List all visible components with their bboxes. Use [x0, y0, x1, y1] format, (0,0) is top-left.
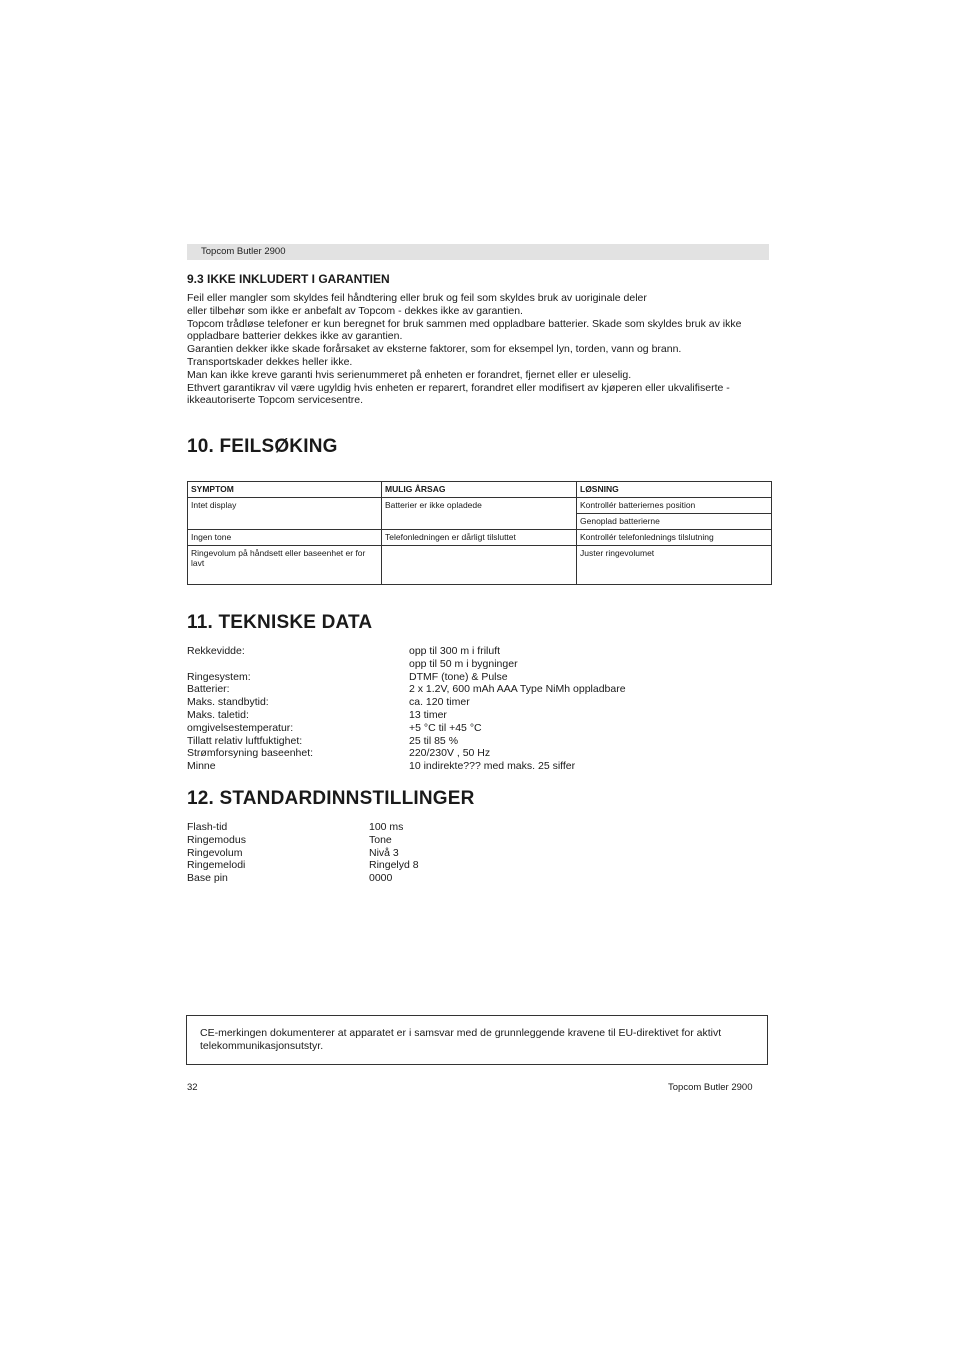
item-label: Rekkevidde:: [187, 645, 245, 657]
solution-cell: Kontrollér telefonlednings tilslutning: [577, 530, 772, 546]
ce-notice-text: CE-merkingen dokumenterer at apparatet er i samsvar med de grunnleggende kravene til EU-direktivet for aktivt telekommunikasjonsutstyr.: [200, 1027, 722, 1052]
item-value: opp til 300 m i friluft: [409, 645, 501, 657]
warranty-text: [187, 292, 777, 407]
warranty-line: oppladbare batterier dekkes ikke av garantien.: [187, 330, 403, 343]
symptom-cell: Ringevolum på håndsett eller baseenhet er for lavt: [188, 546, 382, 585]
solution-cell: Kontrollér batteriernes position: [577, 498, 772, 514]
warranty-line: Feil eller mangler som skyldes feil håndtering eller bruk og feil som skyldes bruk av uoriginale deler: [187, 292, 647, 304]
item-label: Batterier:: [187, 683, 230, 696]
item-value: ca. 120 timer: [409, 696, 470, 709]
item-label: Strømforsyning baseenhet:: [187, 747, 314, 760]
item-label: Maks. taletid:: [187, 708, 249, 721]
warranty-line: Transportskader dekkes heller ikke.: [187, 355, 353, 368]
item-value: Tone: [369, 833, 392, 846]
warranty-line: Garantien dekker ikke skade forårsaket av eksterne faktorer, som for eksempel lyn, torden, vann og brann.: [187, 343, 682, 356]
item-label: Ringevolum: [187, 846, 243, 859]
item-value: 10 indirekte??? med maks. 25 siffer: [409, 760, 576, 773]
item-value: 220/230V , 50 Hz: [409, 747, 491, 760]
item-value: 13 timer: [409, 708, 447, 721]
ce-notice-box: [186, 1015, 768, 1065]
cause-cell: [382, 546, 577, 585]
item-value: 100 ms: [369, 821, 404, 833]
footer-product: Topcom Butler 2900: [668, 1082, 753, 1093]
troubleshooting-heading: 10. FEILSØKING: [187, 436, 338, 457]
header-title: Topcom Butler 2900: [201, 246, 286, 257]
item-label: Maks. standbytid:: [187, 696, 269, 709]
item-label: Tillatt relativ luftfuktighet:: [187, 734, 303, 747]
item-label: Minne: [187, 760, 216, 773]
symptom-cell: Intet display: [188, 498, 382, 530]
table-header-row: [188, 482, 772, 498]
table-row: [188, 530, 772, 546]
warranty-line: Man kan ikke kreve garanti hvis serienummeret på enheten er forandret, fjernet eller er uleselig.: [187, 368, 632, 381]
item-label: Ringemodus: [187, 833, 246, 846]
item-label: Ringemelodi: [187, 859, 246, 872]
item-label: Flash-tid: [187, 821, 228, 833]
warranty-line: Topcom trådløse telefoner er kun beregnet for bruk sammen med oppladbare batterier. Skade som skyldes bruk av ikke: [187, 317, 742, 330]
item-value: DTMF (tone) & Pulse: [409, 670, 508, 683]
cause-cell: Batterier er ikke opladede: [382, 498, 577, 530]
warranty-line: Ethvert garantikrav vil være ugyldig hvis enheten er reparert, forandret eller modifisert av kjøperen eller ukvalifiserte -: [187, 381, 730, 394]
page-number: 32: [187, 1082, 198, 1093]
symptom-cell: Ingen tone: [188, 530, 382, 546]
item-value: 25 til 85 %: [409, 734, 459, 747]
header-band: [187, 244, 769, 260]
item-label: Ringesystem:: [187, 670, 251, 683]
defaults-heading: 12. STANDARDINNSTILLINGER: [187, 788, 475, 809]
item-value: 0000: [369, 872, 393, 885]
solution-cell: Genoplad batterierne: [577, 514, 772, 530]
item-label: omgivelsestemperatur:: [187, 721, 294, 734]
table-row: [188, 546, 772, 585]
item-value: +5 °C til +45 °C: [409, 721, 482, 734]
table-row: [188, 498, 772, 514]
column-header-solution: LØSNING: [577, 482, 772, 498]
item-value: Ringelyd 8: [369, 859, 419, 872]
warranty-line: ikkeautoriserte Topcom servicesentre.: [187, 394, 364, 407]
column-header-symptom: SYMPTOM: [188, 482, 382, 498]
troubleshooting-table: [187, 481, 772, 585]
column-header-cause: MULIG ÅRSAG: [382, 482, 577, 498]
item-value: opp til 50 m i bygninger: [409, 657, 518, 670]
item-value: Nivå 3: [369, 846, 399, 859]
item-value: 2 x 1.2V, 600 mAh AAA Type NiMh oppladbare: [409, 683, 626, 696]
item-label: Base pin: [187, 872, 228, 885]
cause-cell: Telefonledningen er dårligt tilsluttet: [382, 530, 577, 546]
warranty-heading: 9.3 IKKE INKLUDERT I GARANTIEN: [187, 272, 390, 286]
technical-heading: 11. TEKNISKE DATA: [187, 612, 373, 633]
warranty-line: eller tilbehør som ikke er anbefalt av Topcom - dekkes ikke av garantien.: [187, 304, 523, 317]
solution-cell: Juster ringevolumet: [577, 546, 772, 585]
